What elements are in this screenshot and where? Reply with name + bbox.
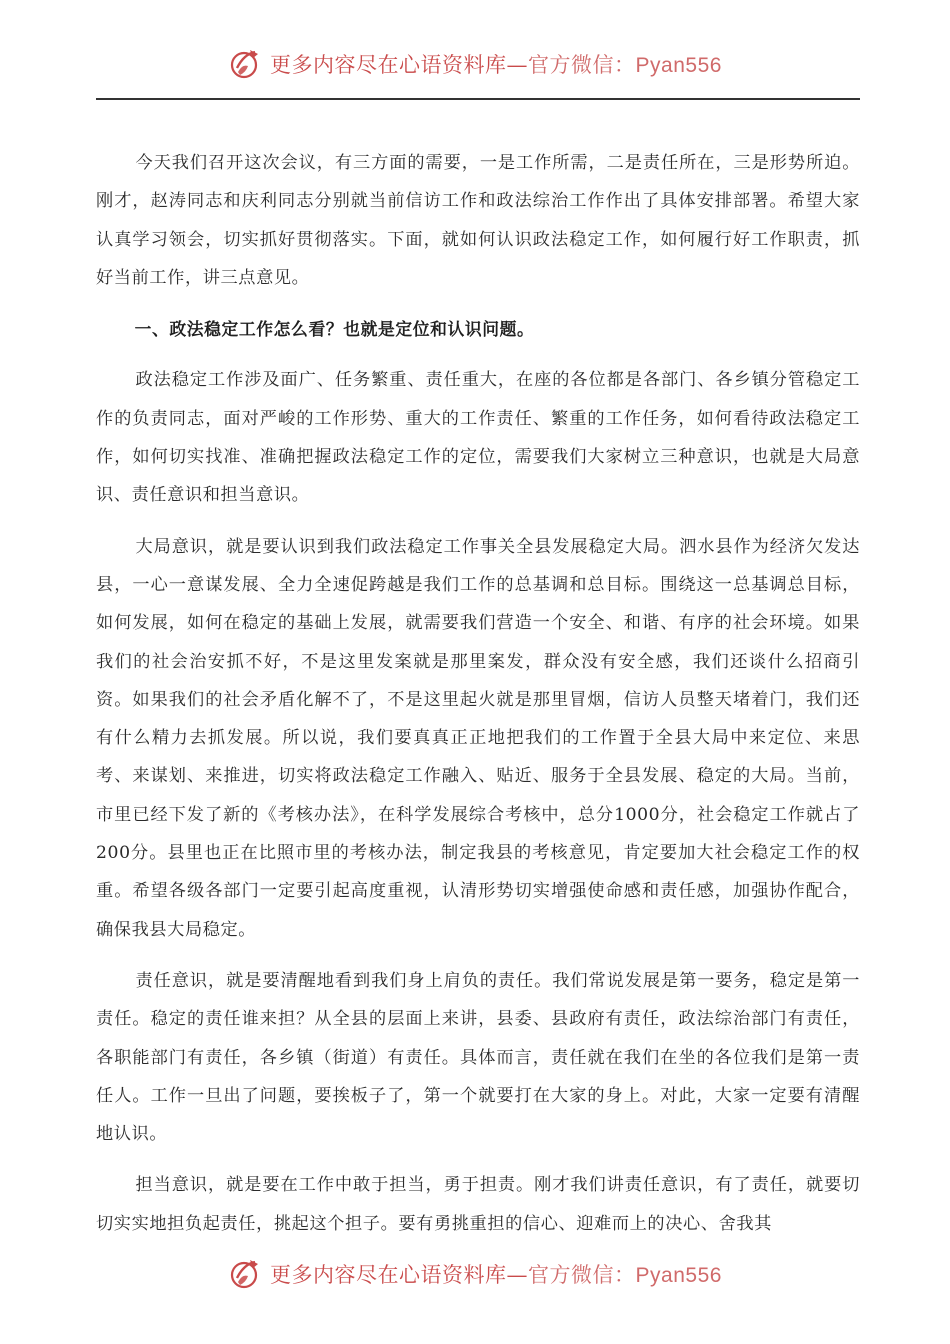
footer-promo-main: 更多内容尽在心语资料库 [270, 1263, 507, 1287]
header-divider [96, 98, 860, 100]
header-promo-sep: — [506, 53, 529, 77]
header-wechat-label: 官方微信： [528, 53, 636, 77]
header-promo-text [270, 49, 722, 79]
paragraph-responsibility-awareness: 责任意识，就是要清醒地看到我们身上肩负的责任。我们常说发展是第一要务，稳定是第一责任。稳定的责任谁来担？从全县的层面上来讲，县委、县政府有责任，政法综治部门有责任，各职能部门有责任，各乡镇（街道）有责任。具体而言，责任就在我们在坐的各位我们是第一责任人。工作一旦出了问题，要挨板子了，第一个就要打在大家的身上。对此，大家一定要有清醒地认识。 [96, 970, 860, 1145]
brand-logo-icon [228, 46, 264, 82]
paragraph-intro: 今天我们召开这次会议，有三方面的需要，一是工作所需，二是责任所在，三是形势所迫。刚才，赵涛同志和庆利同志分别就当前信访工作和政法综治工作作出了具体安排部署。希望大家认真学习领会，切实抓好贯彻落实。下面，就如何认识政法稳定工作，如何履行好工作职责，抓好当前工作，讲三点意见。 [96, 153, 860, 288]
brand-logo-icon [228, 1256, 264, 1292]
paragraph-overall-awareness: 大局意识，就是要认识到我们政法稳定工作事关全县发展稳定大局。泗水县作为经济欠发达县，一心一意谋发展、全力全速促跨越是我们工作的总基调和总目标。围绕这一总基调总目标，如何发展，如何在稳定的基础上发展，就需要我们营造一个安全、和谐、有序的社会环境。如果我们的社会治安抓不好，不是这里发案就是那里案发，群众没有安全感，我们还谈什么招商引资。如果我们的社会矛盾化解不了，不是这里起火就是那里冒烟，信访人员整天堵着门，我们还有什么精力去抓发展。所以说，我们要真真正正地把我们的工作置于全县大局中来定位、来思考、来谋划、来推进，切实将政法稳定工作融入、贴近、服务于全县发展、稳定的大局。当前，市里已经下发了新的《考核办法》，在科学发展综合考核中，总分1000分，社会稳定工作就占了200分。县里也正在比照市里的考核办法，制定我县的考核意见，肯定要加大社会稳定工作的权重。希望各级各部门一定要引起高度重视，认清形势切实增强使命感和责任感，加强协作配合，确保我县大局稳定。 [96, 536, 860, 940]
footer-promo-sep: — [506, 1263, 529, 1287]
paragraph-commitment-awareness: 担当意识，就是要在工作中敢于担当，勇于担责。刚才我们讲责任意识，有了责任，就要切切实实地担负起责任，挑起这个担子。要有勇挑重担的信心、迎难而上的决心、舍我其 [96, 1175, 860, 1234]
footer-promo-banner [0, 1254, 950, 1294]
footer-wechat-label: 官方微信： [528, 1263, 636, 1287]
header-promo-main: 更多内容尽在心语资料库 [270, 53, 507, 77]
section-heading-1: 一、政法稳定工作怎么看？也就是定位和认识问题。 [134, 319, 535, 340]
header-wechat-id: Pyan556 [635, 54, 722, 77]
header-promo-banner [0, 44, 950, 84]
paragraph-positioning: 政法稳定工作涉及面广、任务繁重、责任重大，在座的各位都是各部门、各乡镇分管稳定工作的负责同志，面对严峻的工作形势、重大的工作责任、繁重的工作任务，如何看待政法稳定工作，如何切实找准、准确把握政法稳定工作的定位，需要我们大家树立三种意识，也就是大局意识、责任意识和担当意识。 [96, 370, 860, 506]
document-body [96, 144, 860, 1256]
footer-promo-text [270, 1259, 722, 1289]
footer-wechat-id: Pyan556 [635, 1264, 722, 1287]
